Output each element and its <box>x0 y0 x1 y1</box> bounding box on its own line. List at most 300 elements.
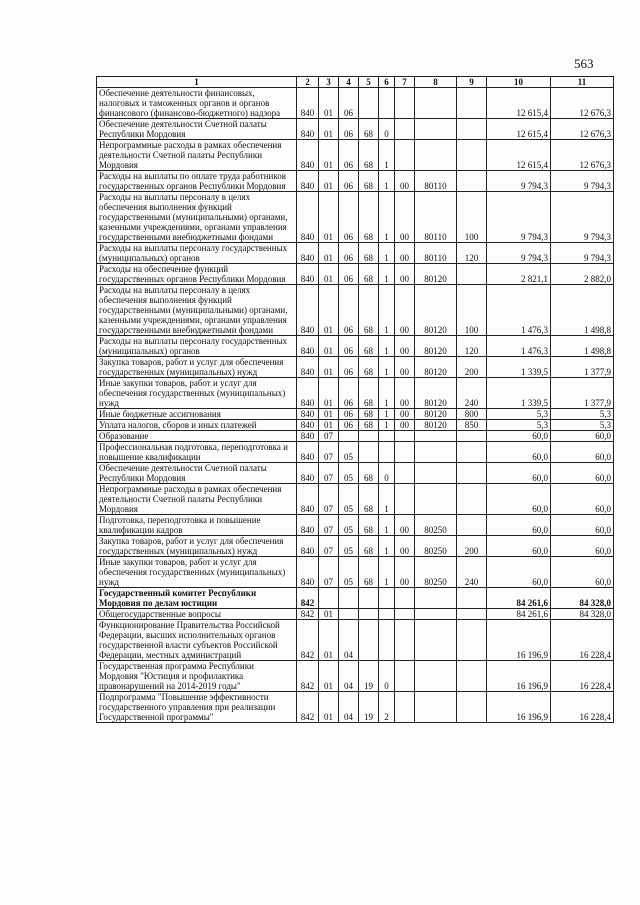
cell-c6: 1 <box>379 409 395 420</box>
cell-c3: 07 <box>319 557 339 588</box>
cell-c5: 68 <box>359 557 379 588</box>
cell-c6 <box>379 609 395 620</box>
row-name: Подготовка, переподготовка и повышение квалификации кадров <box>97 515 297 536</box>
row-name: Обеспечение деятельности финансовых, налоговых и таможенных органов и органов финансового (финансово-бюджетного) надзора <box>97 88 297 119</box>
cell-c10: 1 476,3 <box>487 336 551 357</box>
cell-c6: 2 <box>379 692 395 723</box>
cell-c4: 05 <box>339 536 359 557</box>
cell-c2: 840 <box>297 484 319 515</box>
cell-c11: 9 794,3 <box>551 192 614 243</box>
cell-c3: 01 <box>319 140 339 171</box>
cell-c10: 9 794,3 <box>487 171 551 192</box>
cell-c4: 05 <box>339 557 359 588</box>
row-name: Иные закупки товаров, работ и услуг для обеспечения государственных (муниципальных) нужд <box>97 557 297 588</box>
cell-c2: 840 <box>297 431 319 442</box>
cell-c5: 19 <box>359 692 379 723</box>
cell-c10: 60,0 <box>487 463 551 484</box>
cell-c2: 840 <box>297 243 319 264</box>
table-row <box>97 536 614 557</box>
cell-c7: 00 <box>395 192 415 243</box>
cell-c4: 06 <box>339 420 359 431</box>
cell-c8 <box>415 431 457 442</box>
row-name: Обеспечение деятельности Счетной палаты Республики Мордовия <box>97 119 297 140</box>
column-header: 2 <box>297 77 319 88</box>
cell-c2: 840 <box>297 119 319 140</box>
cell-c5: 68 <box>359 378 379 409</box>
cell-c8 <box>415 140 457 171</box>
cell-c8: 80110 <box>415 192 457 243</box>
cell-c5: 68 <box>359 336 379 357</box>
row-name: Общегосударственные вопросы <box>97 609 297 620</box>
cell-c8: 80110 <box>415 171 457 192</box>
cell-c9 <box>457 88 487 119</box>
cell-c9: 240 <box>457 557 487 588</box>
cell-c8: 80120 <box>415 420 457 431</box>
cell-c10: 16 196,9 <box>487 692 551 723</box>
cell-c7 <box>395 140 415 171</box>
cell-c6: 1 <box>379 357 395 378</box>
cell-c9 <box>457 119 487 140</box>
cell-c3 <box>319 588 339 609</box>
cell-c8 <box>415 692 457 723</box>
cell-c7: 00 <box>395 378 415 409</box>
cell-c5: 68 <box>359 357 379 378</box>
cell-c3: 01 <box>319 661 339 692</box>
cell-c11: 16 228,4 <box>551 620 614 661</box>
cell-c11: 12 676,3 <box>551 119 614 140</box>
cell-c2: 840 <box>297 536 319 557</box>
cell-c5 <box>359 442 379 463</box>
budget-table <box>96 76 614 723</box>
cell-c10: 60,0 <box>487 442 551 463</box>
cell-c8: 80120 <box>415 378 457 409</box>
cell-c2: 840 <box>297 378 319 409</box>
row-name: Подпрограмма "Повышение эффективности государственного управления при реализации Государственной программы" <box>97 692 297 723</box>
cell-c11: 5,3 <box>551 409 614 420</box>
column-header: 3 <box>319 77 339 88</box>
cell-c5 <box>359 609 379 620</box>
cell-c3: 01 <box>319 336 339 357</box>
cell-c6 <box>379 431 395 442</box>
cell-c8 <box>415 484 457 515</box>
cell-c10: 5,3 <box>487 409 551 420</box>
cell-c6 <box>379 442 395 463</box>
row-name: Закупка товаров, работ и услуг для обеспечения государственных (муниципальных) нужд <box>97 536 297 557</box>
cell-c2: 840 <box>297 192 319 243</box>
cell-c4: 06 <box>339 264 359 285</box>
cell-c4: 06 <box>339 285 359 336</box>
cell-c2: 840 <box>297 264 319 285</box>
table-row <box>97 88 614 119</box>
row-name: Расходы на обеспечение функций государственных органов Республики Мордовия <box>97 264 297 285</box>
table-row <box>97 620 614 661</box>
cell-c6: 1 <box>379 192 395 243</box>
cell-c11: 5,3 <box>551 420 614 431</box>
cell-c8 <box>415 661 457 692</box>
cell-c3: 07 <box>319 536 339 557</box>
cell-c7: 00 <box>395 171 415 192</box>
cell-c9: 100 <box>457 192 487 243</box>
cell-c4 <box>339 431 359 442</box>
table-row <box>97 420 614 431</box>
table-row <box>97 119 614 140</box>
cell-c3: 07 <box>319 484 339 515</box>
cell-c5: 68 <box>359 171 379 192</box>
cell-c3: 01 <box>319 420 339 431</box>
cell-c7 <box>395 442 415 463</box>
cell-c11: 12 676,3 <box>551 140 614 171</box>
cell-c3: 01 <box>319 171 339 192</box>
cell-c6: 1 <box>379 515 395 536</box>
cell-c4: 06 <box>339 192 359 243</box>
cell-c5: 68 <box>359 463 379 484</box>
cell-c4: 06 <box>339 88 359 119</box>
cell-c5 <box>359 588 379 609</box>
table-row <box>97 192 614 243</box>
row-name: Обеспечение деятельности Счетной палаты Республики Мордовия <box>97 463 297 484</box>
row-name: Государственный комитет Республики Мордовия по делам юстиции <box>97 588 297 609</box>
cell-c3: 01 <box>319 119 339 140</box>
cell-c9 <box>457 463 487 484</box>
cell-c10: 5,3 <box>487 420 551 431</box>
cell-c7: 00 <box>395 264 415 285</box>
row-name: Иные закупки товаров, работ и услуг для обеспечения государственных (муниципальных) нужд <box>97 378 297 409</box>
cell-c2: 840 <box>297 88 319 119</box>
cell-c5: 68 <box>359 192 379 243</box>
row-name: Образование <box>97 431 297 442</box>
cell-c11: 1 498,8 <box>551 285 614 336</box>
cell-c8: 80120 <box>415 357 457 378</box>
cell-c5: 68 <box>359 515 379 536</box>
cell-c3: 01 <box>319 609 339 620</box>
cell-c8 <box>415 119 457 140</box>
cell-c11: 84 328,0 <box>551 609 614 620</box>
cell-c5 <box>359 620 379 661</box>
cell-c4: 06 <box>339 171 359 192</box>
table-body <box>97 88 614 723</box>
cell-c3: 01 <box>319 692 339 723</box>
cell-c8: 80120 <box>415 285 457 336</box>
cell-c8 <box>415 609 457 620</box>
header-row <box>97 77 614 88</box>
cell-c5: 68 <box>359 264 379 285</box>
cell-c7 <box>395 463 415 484</box>
table-row <box>97 378 614 409</box>
cell-c3: 01 <box>319 620 339 661</box>
cell-c7 <box>395 620 415 661</box>
row-name: Закупка товаров, работ и услуг для обеспечения государственных (муниципальных) нужд <box>97 357 297 378</box>
cell-c4 <box>339 588 359 609</box>
cell-c10: 1 476,3 <box>487 285 551 336</box>
cell-c10: 9 794,3 <box>487 192 551 243</box>
cell-c7 <box>395 609 415 620</box>
cell-c5: 68 <box>359 420 379 431</box>
cell-c6: 0 <box>379 119 395 140</box>
cell-c9: 120 <box>457 243 487 264</box>
cell-c2: 842 <box>297 588 319 609</box>
cell-c2: 840 <box>297 336 319 357</box>
cell-c5 <box>359 88 379 119</box>
cell-c8: 80250 <box>415 536 457 557</box>
cell-c3: 01 <box>319 357 339 378</box>
cell-c9 <box>457 442 487 463</box>
cell-c7 <box>395 588 415 609</box>
table-row <box>97 609 614 620</box>
cell-c8: 80250 <box>415 557 457 588</box>
column-header: 4 <box>339 77 359 88</box>
column-header: 1 <box>97 77 297 88</box>
table-row <box>97 285 614 336</box>
cell-c3: 01 <box>319 88 339 119</box>
row-name: Расходы на выплаты по оплате труда работников государственных органов Республики Мордовия <box>97 171 297 192</box>
cell-c9 <box>457 484 487 515</box>
cell-c4: 05 <box>339 463 359 484</box>
cell-c5: 68 <box>359 484 379 515</box>
cell-c6 <box>379 588 395 609</box>
cell-c11: 12 676,3 <box>551 88 614 119</box>
cell-c2: 840 <box>297 171 319 192</box>
cell-c4: 06 <box>339 409 359 420</box>
cell-c9 <box>457 692 487 723</box>
cell-c4: 06 <box>339 357 359 378</box>
cell-c7: 00 <box>395 536 415 557</box>
cell-c8 <box>415 442 457 463</box>
cell-c3: 07 <box>319 442 339 463</box>
row-name: Государственная программа Республики Мордовия "Юстиция и профилактика правонарушений на 2014-2019 годы" <box>97 661 297 692</box>
row-name: Расходы на выплаты персоналу в целях обеспечения выполнения функций государственными (муниципальными) органами, казенными учреждениями, органами управления государственными внебюджетными фондами <box>97 285 297 336</box>
row-name: Расходы на выплаты персоналу в целях обеспечения выполнения функций государственными (муниципальными) органами, казенными учреждениями, органами управления государственными внебюджетными фондами <box>97 192 297 243</box>
cell-c10: 1 339,5 <box>487 378 551 409</box>
cell-c11: 1 498,8 <box>551 336 614 357</box>
cell-c3: 01 <box>319 192 339 243</box>
row-name: Непрограммные расходы в рамках обеспечения деятельности Счетной палаты Республики Мордовия <box>97 140 297 171</box>
cell-c6 <box>379 88 395 119</box>
cell-c6: 0 <box>379 661 395 692</box>
cell-c7: 00 <box>395 336 415 357</box>
cell-c11: 60,0 <box>551 484 614 515</box>
row-name: Иные бюджетные ассигнования <box>97 409 297 420</box>
table-row <box>97 357 614 378</box>
cell-c6: 1 <box>379 484 395 515</box>
cell-c8: 80120 <box>415 409 457 420</box>
cell-c4: 05 <box>339 484 359 515</box>
cell-c7: 00 <box>395 357 415 378</box>
cell-c6: 1 <box>379 378 395 409</box>
cell-c7: 00 <box>395 409 415 420</box>
cell-c7 <box>395 692 415 723</box>
table-row <box>97 661 614 692</box>
cell-c5 <box>359 431 379 442</box>
cell-c5: 68 <box>359 243 379 264</box>
cell-c7: 00 <box>395 557 415 588</box>
row-name: Непрограммные расходы в рамках обеспечения деятельности Счетной палаты Республики Мордовия <box>97 484 297 515</box>
column-header: 7 <box>395 77 415 88</box>
cell-c4: 04 <box>339 620 359 661</box>
cell-c2: 840 <box>297 557 319 588</box>
table-row <box>97 264 614 285</box>
cell-c5: 19 <box>359 661 379 692</box>
cell-c5: 68 <box>359 409 379 420</box>
cell-c6 <box>379 620 395 661</box>
cell-c9: 800 <box>457 409 487 420</box>
cell-c6: 1 <box>379 264 395 285</box>
cell-c10: 16 196,9 <box>487 620 551 661</box>
cell-c11: 60,0 <box>551 536 614 557</box>
cell-c9 <box>457 609 487 620</box>
cell-c6: 0 <box>379 463 395 484</box>
cell-c7: 00 <box>395 285 415 336</box>
table-row <box>97 692 614 723</box>
cell-c3: 07 <box>319 431 339 442</box>
table-row <box>97 588 614 609</box>
cell-c11: 16 228,4 <box>551 692 614 723</box>
cell-c11: 1 377,9 <box>551 357 614 378</box>
cell-c2: 840 <box>297 409 319 420</box>
cell-c9 <box>457 588 487 609</box>
column-header: 11 <box>551 77 614 88</box>
cell-c2: 840 <box>297 285 319 336</box>
cell-c4: 04 <box>339 692 359 723</box>
cell-c10: 60,0 <box>487 557 551 588</box>
row-name: Функционирование Правительства Российской Федерации, высших исполнительных органов государственной власти субъектов Российской Федерации, местных администраций <box>97 620 297 661</box>
cell-c4 <box>339 609 359 620</box>
row-name: Расходы на выплаты персоналу государственных (муниципальных) органов <box>97 243 297 264</box>
cell-c2: 842 <box>297 692 319 723</box>
cell-c9: 120 <box>457 336 487 357</box>
cell-c5: 68 <box>359 140 379 171</box>
cell-c9: 100 <box>457 285 487 336</box>
cell-c2: 842 <box>297 609 319 620</box>
cell-c11: 16 228,4 <box>551 661 614 692</box>
cell-c4: 06 <box>339 378 359 409</box>
cell-c2: 840 <box>297 515 319 536</box>
cell-c10: 60,0 <box>487 431 551 442</box>
cell-c4: 05 <box>339 515 359 536</box>
cell-c6: 1 <box>379 285 395 336</box>
table-row <box>97 484 614 515</box>
cell-c7 <box>395 484 415 515</box>
cell-c3: 01 <box>319 285 339 336</box>
cell-c6: 1 <box>379 557 395 588</box>
cell-c11: 60,0 <box>551 442 614 463</box>
cell-c9: 200 <box>457 357 487 378</box>
cell-c6: 1 <box>379 171 395 192</box>
cell-c10: 16 196,9 <box>487 661 551 692</box>
cell-c8: 80120 <box>415 264 457 285</box>
cell-c4: 06 <box>339 119 359 140</box>
cell-c9 <box>457 171 487 192</box>
cell-c3: 01 <box>319 378 339 409</box>
cell-c2: 840 <box>297 140 319 171</box>
cell-c6: 1 <box>379 336 395 357</box>
table-row <box>97 431 614 442</box>
cell-c10: 2 821,1 <box>487 264 551 285</box>
cell-c9 <box>457 431 487 442</box>
column-header: 9 <box>457 77 487 88</box>
cell-c10: 60,0 <box>487 536 551 557</box>
column-header: 10 <box>487 77 551 88</box>
cell-c2: 840 <box>297 463 319 484</box>
cell-c6: 1 <box>379 243 395 264</box>
cell-c8 <box>415 620 457 661</box>
cell-c10: 12 615,4 <box>487 140 551 171</box>
cell-c10: 12 615,4 <box>487 119 551 140</box>
row-name: Уплата налогов, сборов и иных платежей <box>97 420 297 431</box>
cell-c7 <box>395 88 415 119</box>
table-row <box>97 171 614 192</box>
cell-c7: 00 <box>395 243 415 264</box>
cell-c7 <box>395 661 415 692</box>
cell-c2: 840 <box>297 357 319 378</box>
row-name: Расходы на выплаты персоналу государственных (муниципальных) органов <box>97 336 297 357</box>
column-header: 5 <box>359 77 379 88</box>
cell-c9 <box>457 620 487 661</box>
column-header: 6 <box>379 77 395 88</box>
cell-c2: 840 <box>297 420 319 431</box>
cell-c10: 1 339,5 <box>487 357 551 378</box>
row-name: Профессиональная подготовка, переподготовка и повышение квалификации <box>97 442 297 463</box>
cell-c3: 01 <box>319 264 339 285</box>
cell-c4: 04 <box>339 661 359 692</box>
cell-c5: 68 <box>359 285 379 336</box>
table-row <box>97 463 614 484</box>
cell-c4: 05 <box>339 442 359 463</box>
cell-c6: 1 <box>379 140 395 171</box>
page-number: 563 <box>574 56 594 71</box>
cell-c2: 842 <box>297 661 319 692</box>
table-row <box>97 243 614 264</box>
cell-c10: 84 261,6 <box>487 588 551 609</box>
cell-c9 <box>457 264 487 285</box>
cell-c3: 01 <box>319 243 339 264</box>
cell-c6: 1 <box>379 420 395 431</box>
cell-c7 <box>395 119 415 140</box>
column-header: 8 <box>415 77 457 88</box>
cell-c2: 840 <box>297 442 319 463</box>
cell-c10: 9 794,3 <box>487 243 551 264</box>
table-row <box>97 442 614 463</box>
cell-c11: 60,0 <box>551 557 614 588</box>
cell-c10: 60,0 <box>487 515 551 536</box>
cell-c8: 80250 <box>415 515 457 536</box>
cell-c9: 200 <box>457 536 487 557</box>
cell-c11: 9 794,3 <box>551 243 614 264</box>
cell-c9 <box>457 661 487 692</box>
cell-c11: 2 882,0 <box>551 264 614 285</box>
cell-c4: 06 <box>339 336 359 357</box>
table-row <box>97 409 614 420</box>
cell-c3: 07 <box>319 515 339 536</box>
cell-c4: 06 <box>339 243 359 264</box>
table-row <box>97 557 614 588</box>
cell-c9 <box>457 140 487 171</box>
table-row <box>97 336 614 357</box>
cell-c8: 80110 <box>415 243 457 264</box>
cell-c7: 00 <box>395 515 415 536</box>
cell-c11: 1 377,9 <box>551 378 614 409</box>
cell-c9: 850 <box>457 420 487 431</box>
cell-c5: 68 <box>359 119 379 140</box>
cell-c4: 06 <box>339 140 359 171</box>
cell-c9 <box>457 515 487 536</box>
cell-c7 <box>395 431 415 442</box>
cell-c10: 60,0 <box>487 484 551 515</box>
cell-c2: 842 <box>297 620 319 661</box>
cell-c8: 80120 <box>415 336 457 357</box>
cell-c5: 68 <box>359 536 379 557</box>
cell-c11: 84 328,0 <box>551 588 614 609</box>
cell-c11: 60,0 <box>551 431 614 442</box>
